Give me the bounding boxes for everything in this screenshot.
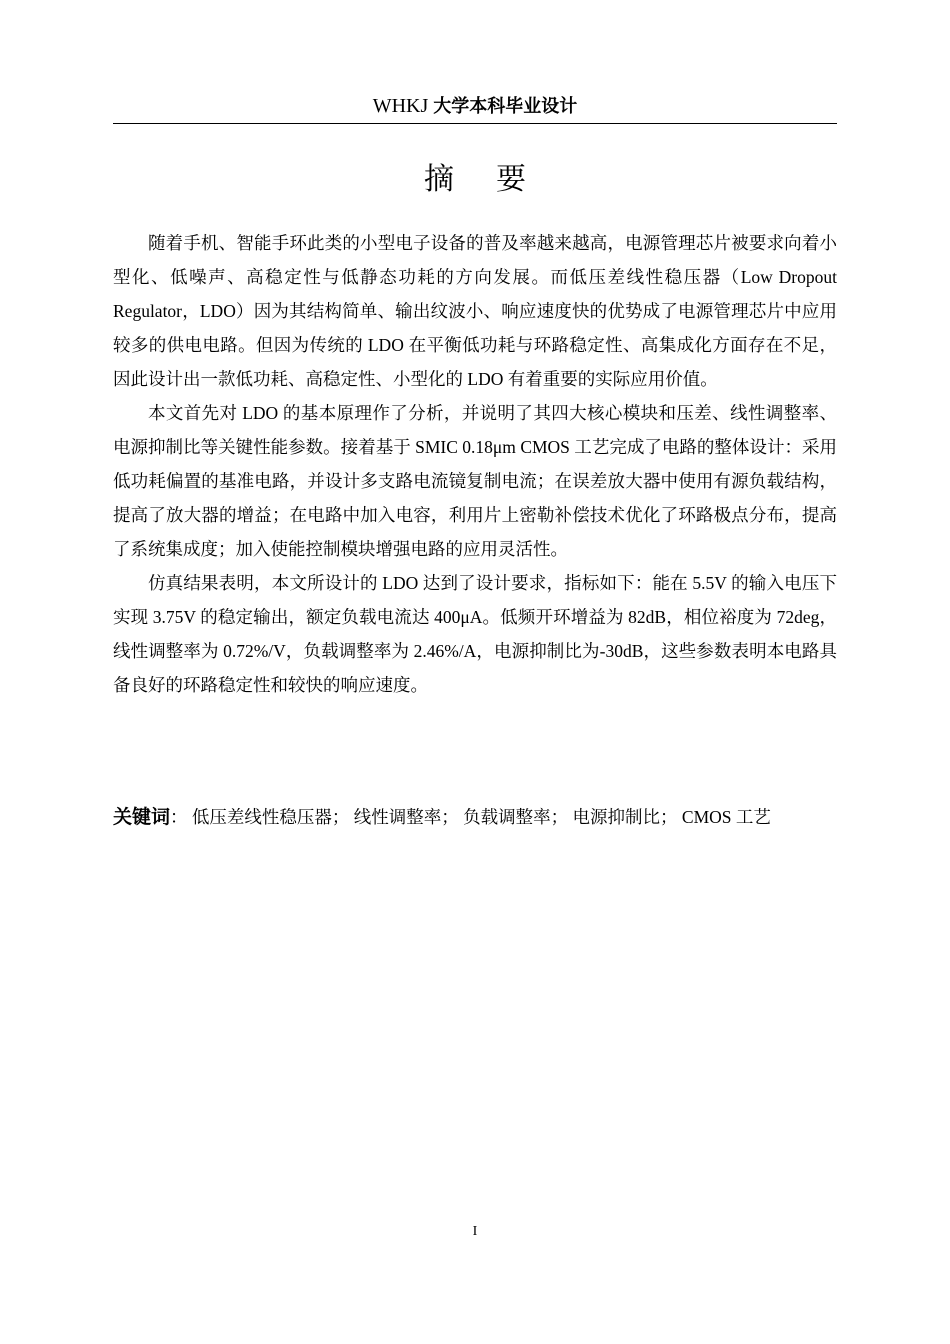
abstract-paragraph-3: 仿真结果表明，本文所设计的 LDO 达到了设计要求，指标如下：能在 5.5V 的输入电压下实现 3.75V 的稳定输出，额定负载电流达 400μA。低频开环增益为 82dB，相位裕度为 72deg，线性调整率为 0.72%/V，负载调整率为 2.46%/A，电源抑制比为-30dB，这些参数表明本电路具备良好的环路稳定性和较快的响应速度。 xyxy=(113,573,837,695)
keyword-item: 低压差线性稳压器 xyxy=(191,807,332,827)
keywords-line: 关键词： 低压差线性稳压器； 线性调整率； 负载调整率； 电源抑制比； CMOS 工艺 xyxy=(113,806,771,828)
abstract-paragraph-1: 随着手机、智能手环此类的小型电子设备的普及率越来越高，电源管理芯片被要求向着小型化、低噪声、高稳定性与低静态功耗的方向发展。而低压差线性稳压器（Low Dropout Regulator，LDO）因为其结构简单、输出纹波小、响应速度快的优势成了电源管理芯片中应用较多的供电电路。但因为传统的 LDO 在平衡低功耗与环路稳定性、高集成化方面存在不足，因此设计出一款低功耗、高稳定性、小型化的 LDO 有着重要的实际应用价值。 xyxy=(113,233,837,389)
keyword-item: 负载调整率 xyxy=(463,807,551,827)
keywords-separator: ： xyxy=(170,807,188,827)
header-rule xyxy=(113,123,837,124)
abstract-title: 摘要 xyxy=(424,162,568,197)
abstract-paragraph-2: 本文首先对 LDO 的基本原理作了分析，并说明了其四大核心模块和压差、线性调整率、电源抑制比等关键性能参数。接着基于 SMIC 0.18μm CMOS 工艺完成了电路的整体设计：采用低功耗偏置的基准电路，并设计多支路电流镜复制电流；在误差放大器中使用有源负载结构，提高了放大器的增益；在电路中加入电容，利用片上密勒补偿技术优化了环路极点分布，提高了系统集成度；加入使能控制模块增强电路的应用灵活性。 xyxy=(113,403,837,559)
running-header xyxy=(113,92,837,125)
header-university: 大学本科毕业设计 xyxy=(433,96,578,117)
keywords-label: 关键词 xyxy=(113,806,171,828)
keyword-item: 线性调整率 xyxy=(353,807,442,827)
page-number: I xyxy=(472,1224,478,1239)
abstract-body xyxy=(113,226,837,702)
keyword-item: 电源抑制比 xyxy=(572,807,661,827)
header-prefix: WHKJ xyxy=(372,95,434,117)
keyword-item: CMOS 工艺 xyxy=(681,807,771,827)
